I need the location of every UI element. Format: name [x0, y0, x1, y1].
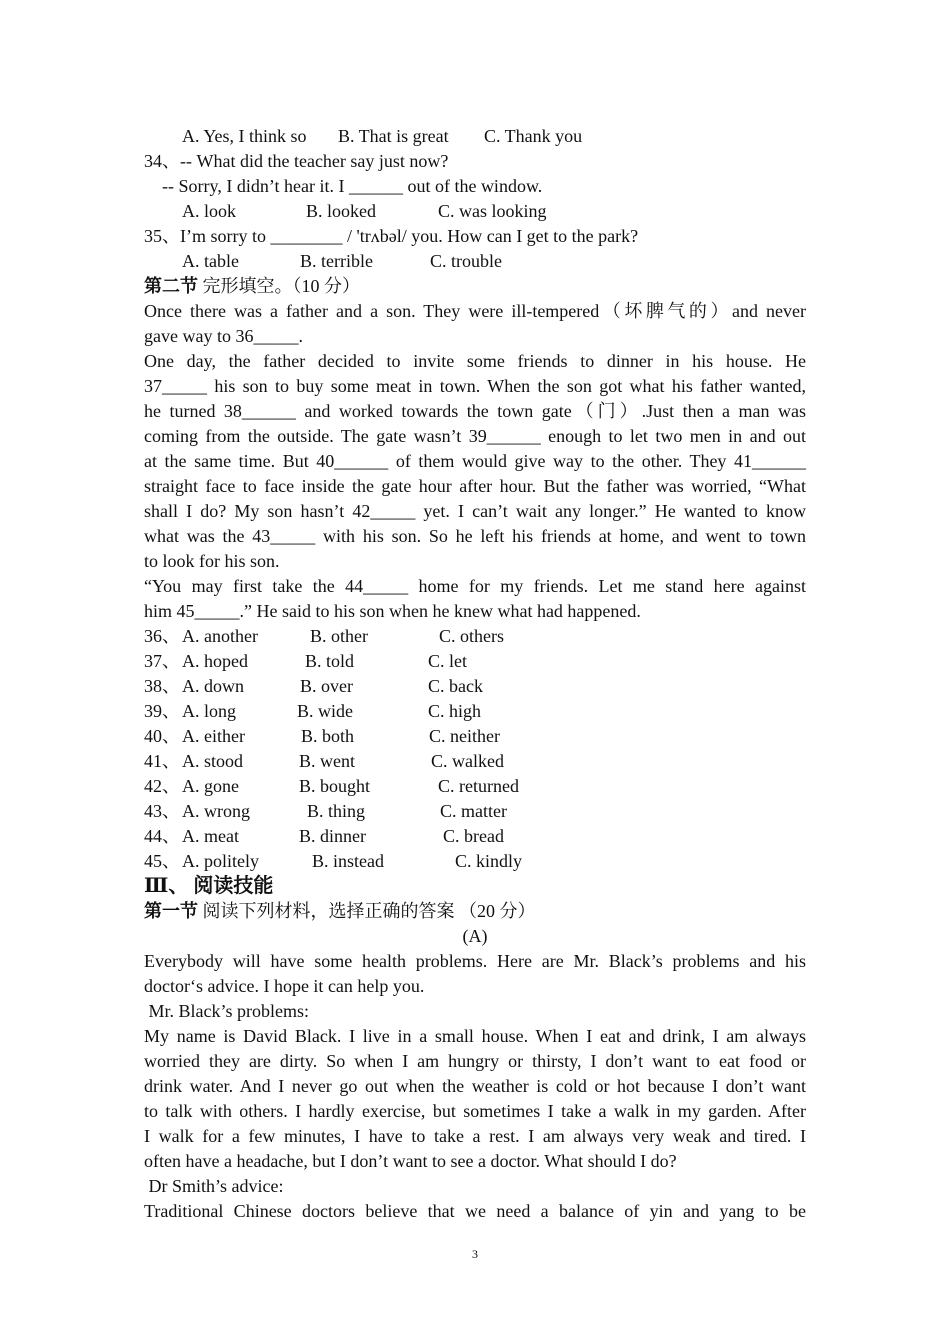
cloze-line: “You may first take the 44_____ home for my friends. Let me stand here against: [144, 576, 806, 596]
option-a: A. stood: [182, 751, 244, 771]
option-a: A. another: [182, 626, 258, 646]
section2-heading: [144, 274, 806, 299]
option-a: A. either: [182, 726, 245, 746]
cloze-line: Once there was a father and a son. They were ill-tempered（坏脾气的）and never: [144, 301, 806, 321]
reading-line: often have a headache, but I don’t want to see a doctor. What should I do?: [144, 1151, 677, 1171]
option-a: A. long: [182, 701, 236, 721]
q35-option-c: C. trouble: [430, 251, 502, 271]
option-b: B. both: [301, 726, 355, 746]
q35-option-a: A. table: [182, 251, 239, 271]
q34-option-c: C. was looking: [438, 201, 547, 221]
option-c: C. high: [428, 701, 482, 721]
question-number: 40、: [144, 726, 180, 746]
reading-line: My name is David Black. I live in a small house. When I eat and drink, I am always: [144, 1026, 806, 1046]
cloze-question-42: [144, 774, 806, 799]
cloze-questions: [144, 624, 806, 874]
cloze-line: 37_____ his son to buy some meat in town. When the son got what his father wanted,: [144, 376, 806, 396]
question-number: 38、: [144, 676, 180, 696]
cloze-line: what was the 43_____ with his son. So he left his friends at home, and went to town: [144, 526, 806, 546]
option-c: C. back: [428, 676, 483, 696]
option-c: C. kindly: [455, 851, 523, 871]
q35-options: [144, 249, 806, 274]
option-c: C. returned: [438, 776, 519, 796]
reading-line: to talk with others. I hardly exercise, but sometimes I take a walk in my garden. After: [144, 1101, 806, 1121]
q33-option-c: C. Thank you: [484, 126, 583, 146]
question-number: 36、: [144, 626, 180, 646]
cloze-line: he turned 38______ and worked towards the town gate（门）.Just then a man was: [144, 401, 806, 421]
part3-heading: Ⅲ、 阅读技能: [144, 875, 274, 897]
option-b: B. dinner: [299, 826, 366, 846]
cloze-line: shall I do? My son hasn’t 42_____ yet. I can’t wait any longer.” He wanted to know: [144, 501, 806, 521]
option-c: C. others: [439, 626, 504, 646]
section1-title: 阅读下列材料，选择正确的答案 （20 分）: [198, 901, 536, 921]
cloze-line: gave way to 36_____.: [144, 326, 303, 346]
cloze-line: straight face to face inside the gate hour after hour. But the father was worried, “What: [144, 476, 806, 496]
option-a: A. meat: [182, 826, 239, 846]
option-b: B. told: [305, 651, 355, 671]
reading-line: worried they are dirty. So when I am hungry or thirsty, I don’t want to eat food or: [144, 1051, 806, 1071]
question-number: 43、: [144, 801, 180, 821]
passage-label: (A): [462, 926, 488, 946]
cloze-question-43: [144, 799, 806, 824]
cloze-question-39: [144, 699, 806, 724]
document-page: [144, 124, 806, 1224]
q35-option-b: B. terrible: [300, 251, 373, 271]
option-b: B. over: [300, 676, 353, 696]
option-b: B. thing: [307, 801, 366, 821]
reading-line: Mr. Black’s problems:: [144, 1001, 309, 1021]
question-number: 44、: [144, 826, 180, 846]
option-b: B. instead: [312, 851, 384, 871]
option-b: B. other: [310, 626, 368, 646]
option-b: B. wide: [297, 701, 353, 721]
question-number: 41、: [144, 751, 180, 771]
option-a: A. wrong: [182, 801, 250, 821]
cloze-line: coming from the outside. The gate wasn’t 39______ enough to let two men in and out: [144, 426, 806, 446]
cloze-question-36: [144, 624, 806, 649]
reading-line: doctor‘s advice. I hope it can help you.: [144, 976, 425, 996]
cloze-question-41: [144, 749, 806, 774]
q33-option-b: B. That is great: [338, 126, 449, 146]
reading-passage: [144, 949, 806, 1224]
section2-label: 第二节: [144, 276, 198, 296]
cloze-question-37: [144, 649, 806, 674]
question-number: 42、: [144, 776, 180, 796]
q34-reply: -- Sorry, I didn’t hear it. I ______ out of the window.: [162, 176, 543, 196]
question-number: 37、: [144, 651, 180, 671]
cloze-question-45: [144, 849, 806, 874]
option-a: A. down: [182, 676, 244, 696]
option-b: B. went: [299, 751, 355, 771]
cloze-line: him 45_____.” He said to his son when he knew what had happened.: [144, 601, 641, 621]
option-b: B. bought: [299, 776, 371, 796]
cloze-line: One day, the father decided to invite some friends to dinner in his house. He: [144, 351, 806, 371]
section1-label: 第一节: [144, 901, 198, 921]
q34-stem: 34、-- What did the teacher say just now?: [144, 151, 449, 171]
reading-line: Traditional Chinese doctors believe that we need a balance of yin and yang to be: [144, 1201, 806, 1221]
option-c: C. walked: [431, 751, 504, 771]
section1-heading: [144, 899, 806, 924]
cloze-passage: [144, 299, 806, 624]
cloze-question-38: [144, 674, 806, 699]
q34-option-a: A. look: [182, 201, 236, 221]
cloze-question-44: [144, 824, 806, 849]
q33-options: [144, 124, 806, 149]
q34-option-b: B. looked: [306, 201, 376, 221]
reading-line: drink water. And I never go out when the weather is cold or hot because I don’t want: [144, 1076, 806, 1096]
reading-line: I walk for a few minutes, I have to take a rest. I am always very weak and tired. I: [144, 1126, 806, 1146]
q34-options: [144, 199, 806, 224]
q35-stem: 35、I’m sorry to ________ / 'trʌbəl/ you. How can I get to the park?: [144, 226, 639, 246]
page-number: 3: [472, 1247, 478, 1261]
reading-line: Everybody will have some health problems. Here are Mr. Black’s problems and his: [144, 951, 806, 971]
option-c: C. matter: [440, 801, 507, 821]
q33-option-a: A. Yes, I think so: [182, 126, 307, 146]
cloze-line: at the same time. But 40______ of them would give way to the other. They 41______: [144, 451, 806, 471]
question-number: 39、: [144, 701, 180, 721]
option-c: C. let: [428, 651, 467, 671]
reading-line: Dr Smith’s advice:: [144, 1176, 284, 1196]
cloze-question-40: [144, 724, 806, 749]
option-c: C. neither: [429, 726, 500, 746]
option-a: A. gone: [182, 776, 239, 796]
question-number: 45、: [144, 851, 180, 871]
option-a: A. hoped: [182, 651, 248, 671]
option-c: C. bread: [443, 826, 504, 846]
cloze-line: to look for his son.: [144, 551, 280, 571]
section2-title: 完形填空。（10 分）: [198, 276, 360, 296]
option-a: A. politely: [182, 851, 259, 871]
